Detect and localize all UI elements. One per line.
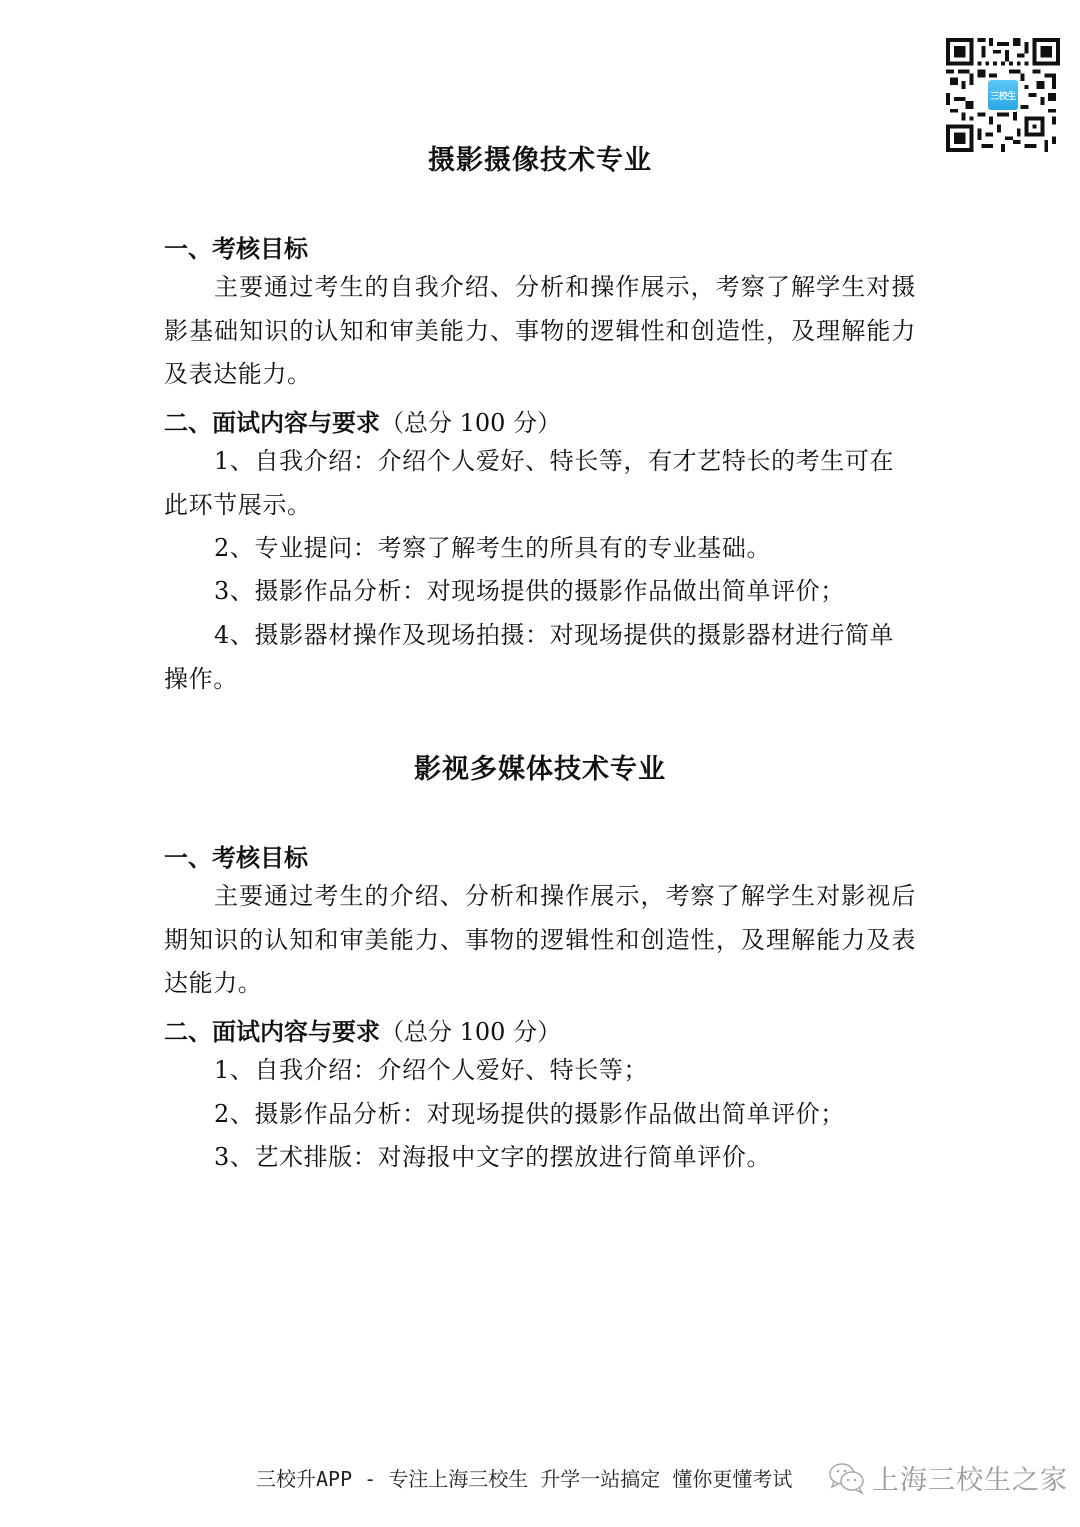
- list-item: 3、摄影作品分析：对现场提供的摄影作品做出简单评价；: [214, 577, 845, 605]
- watermark-text: 上海三校生之家: [872, 1465, 1068, 1496]
- heading-assessment-goal: 一、考核目标: [164, 844, 308, 872]
- paragraph-assessment-goal: 主要通过考生的自我介绍、分析和操作展示，考察了解学生对摄影基础知识的认知和审美能力、事物的逻辑性和创造性，及理解能力及表达能力。: [164, 273, 916, 388]
- list-item: 1、自我介绍：介绍个人爱好、特长等，有才艺特长的考生可在此环节展示。: [164, 447, 895, 519]
- list-item: 3、艺术排版：对海报中文字的摆放进行简单评价。: [214, 1143, 772, 1171]
- wechat-icon: [828, 1461, 866, 1495]
- total-score-note: （总分 100 分）: [380, 409, 562, 437]
- heading-text: 二、面试内容与要求: [164, 409, 380, 437]
- list-item: 4、摄影器材操作及现场拍摄：对现场提供的摄影器材进行简单操作。: [164, 621, 895, 693]
- list-item: 2、摄影作品分析：对现场提供的摄影作品做出简单评价；: [214, 1100, 845, 1128]
- qr-code: [946, 38, 1060, 152]
- heading-interview-requirements: [164, 1012, 561, 1047]
- heading-text: 二、面试内容与要求: [164, 1018, 380, 1046]
- wechat-watermark: [826, 1458, 1068, 1497]
- list-item: 1、自我介绍：介绍个人爱好、特长等；: [214, 1056, 649, 1084]
- qr-logo-badge: 三校生: [986, 78, 1020, 112]
- total-score-note: （总分 100 分）: [380, 1018, 562, 1046]
- heading-interview-requirements: [164, 403, 561, 438]
- page-footer: 三校升APP - 专注上海三校生 升学一站搞定 懂你更懂考试: [256, 1467, 793, 1491]
- list-item: 2、专业提问：考察了解考生的所具有的专业基础。: [214, 534, 772, 562]
- section-title-multimedia: 影视多媒体技术专业: [414, 754, 666, 785]
- heading-assessment-goal: 一、考核目标: [164, 235, 308, 263]
- paragraph-assessment-goal: 主要通过考生的介绍、分析和操作展示，考察了解学生对影视后期知识的认知和审美能力、事物的逻辑性和创造性，及理解能力及表达能力。: [164, 882, 916, 997]
- section-title-photography: 摄影摄像技术专业: [428, 145, 652, 176]
